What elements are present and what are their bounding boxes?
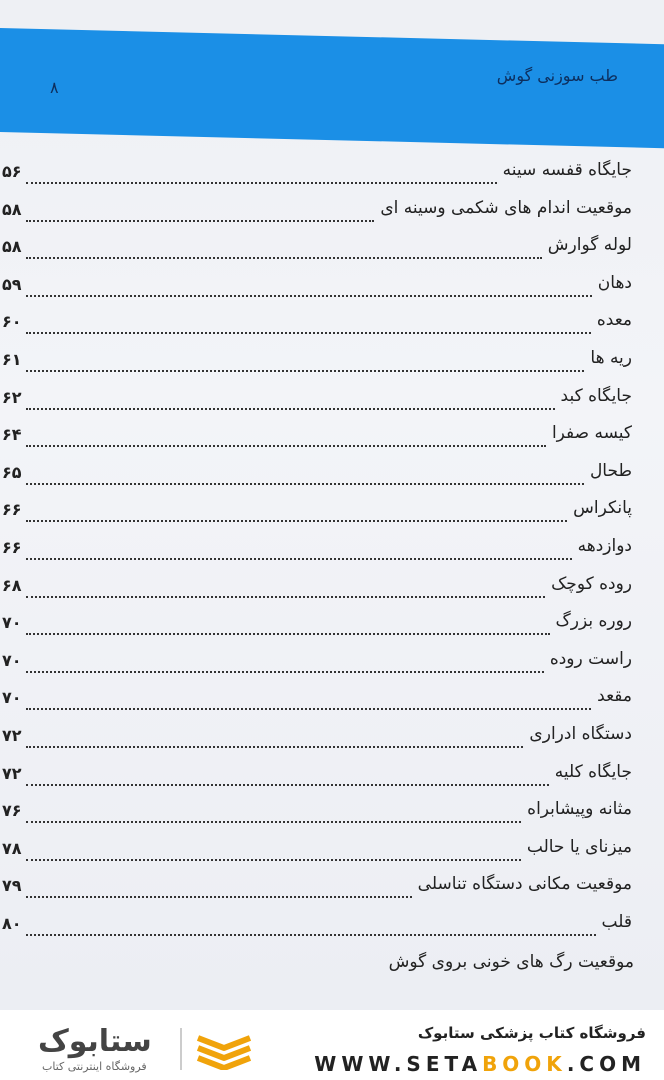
toc-label: جایگاه قفسه سینه: [502, 160, 632, 180]
toc-page-number: ۵۶: [2, 162, 22, 181]
toc-row: [0, 874, 664, 906]
toc-row: [0, 536, 664, 568]
toc-page-number: ۷۰: [2, 650, 22, 670]
toc-row: [0, 649, 664, 681]
toc-leader-dots: [26, 819, 521, 823]
toc-page-number: ۷۹: [2, 876, 22, 896]
logo-wordmark: ستابوک: [38, 1024, 152, 1059]
toc-leader-dots: [26, 293, 592, 297]
toc-page-number: ۷۰: [2, 613, 22, 633]
toc-page-number: ۶۰: [2, 312, 22, 332]
toc-row: [0, 686, 664, 718]
toc-page-number: ۶۲: [2, 387, 22, 407]
toc-page-number: ۶۴: [2, 425, 22, 445]
toc-page-number: ۶۸: [2, 575, 22, 595]
toc-label: روره بزرگ: [555, 611, 632, 632]
toc-leader-dots: [26, 744, 523, 748]
toc-row: [0, 386, 664, 418]
toc-label: مقعد: [597, 686, 632, 707]
toc-leader-dots: [26, 669, 544, 673]
toc-row: [0, 611, 664, 643]
toc-label: دهان: [597, 272, 632, 293]
toc-leader-dots: [26, 443, 546, 447]
toc-row: [0, 912, 664, 944]
toc-label: مثانه وپیشابراه: [527, 799, 632, 820]
toc-leader-dots: [26, 481, 584, 485]
toc-leader-dots: [26, 518, 567, 522]
toc-leader-dots: [26, 255, 542, 259]
toc-leader-dots: [26, 631, 550, 635]
toc-leader-dots: [26, 556, 572, 560]
toc-page-number: ۵۹: [2, 274, 22, 294]
store-logo[interactable]: [30, 1024, 270, 1072]
toc-row: [0, 273, 664, 305]
toc-page-number: ۷۰: [2, 688, 22, 708]
toc-row: [0, 574, 664, 606]
toc-label: ریه ها: [590, 348, 632, 368]
toc-label: روده کوچک: [551, 573, 632, 594]
url-suffix: .COM: [566, 1052, 646, 1076]
toc-leader-dots: [26, 594, 545, 598]
toc-label: پانکراس: [573, 498, 632, 519]
toc-row: [0, 799, 664, 831]
store-url[interactable]: [314, 1052, 646, 1076]
toc-label: جایگاه کبد: [560, 385, 632, 406]
toc-page-number: ۷۸: [2, 838, 22, 858]
toc-leader-dots: [26, 406, 555, 410]
url-prefix: WWW.SETA: [314, 1052, 483, 1076]
logo-divider: [180, 1028, 182, 1070]
book-stack-icon: [194, 1030, 254, 1070]
toc-label: طحال: [589, 460, 632, 481]
toc-label: معده: [596, 310, 632, 331]
toc-page-number: ۷۲: [2, 726, 22, 745]
toc-leader-dots: [26, 218, 374, 222]
toc-label: جایگاه کلیه: [554, 761, 632, 782]
toc-label: میزنای یا حالب: [526, 836, 632, 857]
toc-label: دستگاه ادراری: [529, 724, 632, 744]
toc-leader-dots: [26, 932, 596, 936]
toc-leader-dots: [26, 706, 591, 710]
toc-label: موقعیت مکانی دستگاه تناسلی: [417, 874, 632, 895]
running-title: طب سوزنی گوش: [496, 66, 618, 85]
toc-page-number: ۶۶: [2, 500, 22, 520]
toc-row: [0, 837, 664, 869]
toc-partial-entry: موقعیت رگ های خونی بروی گوش: [388, 952, 634, 972]
toc-page-number: ۷۶: [2, 801, 22, 821]
toc-page-number: ۸۰: [2, 914, 22, 933]
toc-leader-dots: [26, 894, 412, 898]
toc-label: کیسه صفرا: [551, 423, 632, 444]
toc-leader-dots: [26, 368, 584, 372]
toc-row: [0, 762, 664, 794]
toc-page-number: ۶۱: [2, 350, 22, 369]
toc-page-number: ۷۲: [2, 763, 22, 783]
logo-tagline: فروشگاه اینترنتی کتاب: [42, 1060, 147, 1073]
page-number: ۸: [50, 78, 59, 97]
toc-label: دوازدهه: [577, 536, 632, 556]
header-band: [0, 28, 664, 148]
store-footer: [0, 1010, 664, 1080]
toc-page-number: ۵۸: [2, 199, 22, 219]
toc-row: [0, 423, 664, 455]
url-accent: BOOK: [482, 1052, 567, 1076]
toc-label: موقعیت اندام های شکمی وسینه ای: [380, 197, 632, 218]
toc-row: [0, 310, 664, 342]
toc-label: راست روده: [549, 648, 632, 669]
toc-leader-dots: [26, 782, 549, 786]
toc-row: [0, 235, 664, 267]
store-title: فروشگاه کتاب پزشکی ستابوک: [417, 1024, 646, 1042]
toc-leader-dots: [26, 857, 521, 861]
toc-leader-dots: [26, 180, 497, 184]
toc-row: [0, 498, 664, 530]
toc-row: [0, 198, 664, 230]
toc-row: [0, 724, 664, 756]
toc-page-number: ۶۶: [2, 538, 22, 557]
toc-label: قلب: [601, 912, 632, 932]
toc-leader-dots: [26, 330, 591, 334]
toc-row: [0, 160, 664, 192]
toc-label: لوله گوارش: [547, 235, 632, 256]
toc-page-number: ۵۸: [2, 237, 22, 257]
toc-page-number: ۶۵: [2, 462, 22, 482]
toc-row: [0, 348, 664, 380]
toc-row: [0, 461, 664, 493]
